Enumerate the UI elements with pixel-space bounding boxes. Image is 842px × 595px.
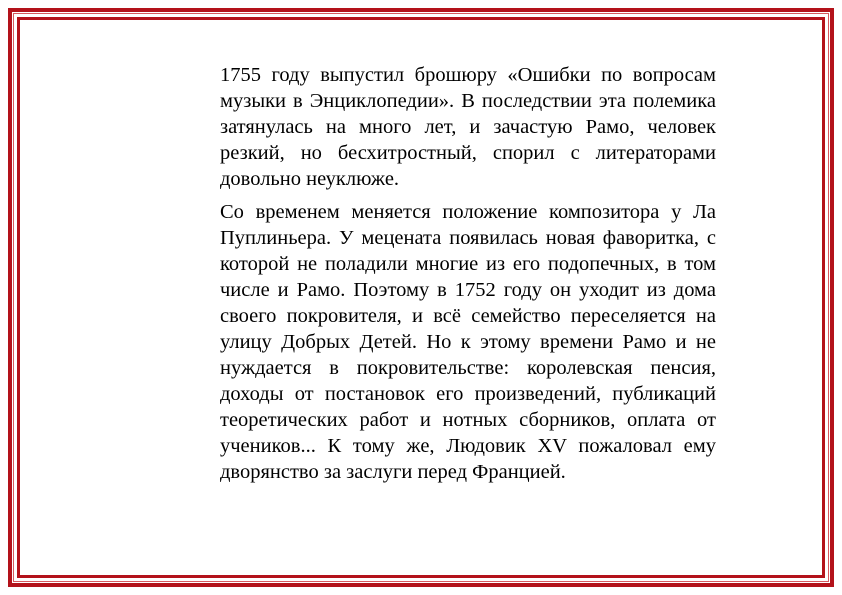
paragraph-1: 1755 году выпустил брошюру «Ошибки по вопросам музыки в Энциклопедии». В последствии эта полемика затянулась на много лет, и зачастую Рамо, человек резкий, но бесхитростный, спорил с литераторами довольно неуклюже. bbox=[220, 64, 716, 190]
paragraph-2: Со временем меняется положение композитора у Ла Пуплиньера. У мецената появилась новая фаворитка, с которой не поладили многие из его подопечных, в том числе и Рамо. Поэтому в 1752 году он уходит из дома своего покровителя, и всё семейство переселяется на улицу Добрых Детей. Но к этому времени Рамо и не нуждается в покровительстве: королевская пенсия, доходы от постановок его произведений, публикаций теоретических работ и нотных сборников, оплата от учеников... К тому же, Людовик XV пожаловал ему дворянство за заслуги перед Францией. bbox=[220, 201, 716, 483]
text-block bbox=[220, 62, 716, 485]
